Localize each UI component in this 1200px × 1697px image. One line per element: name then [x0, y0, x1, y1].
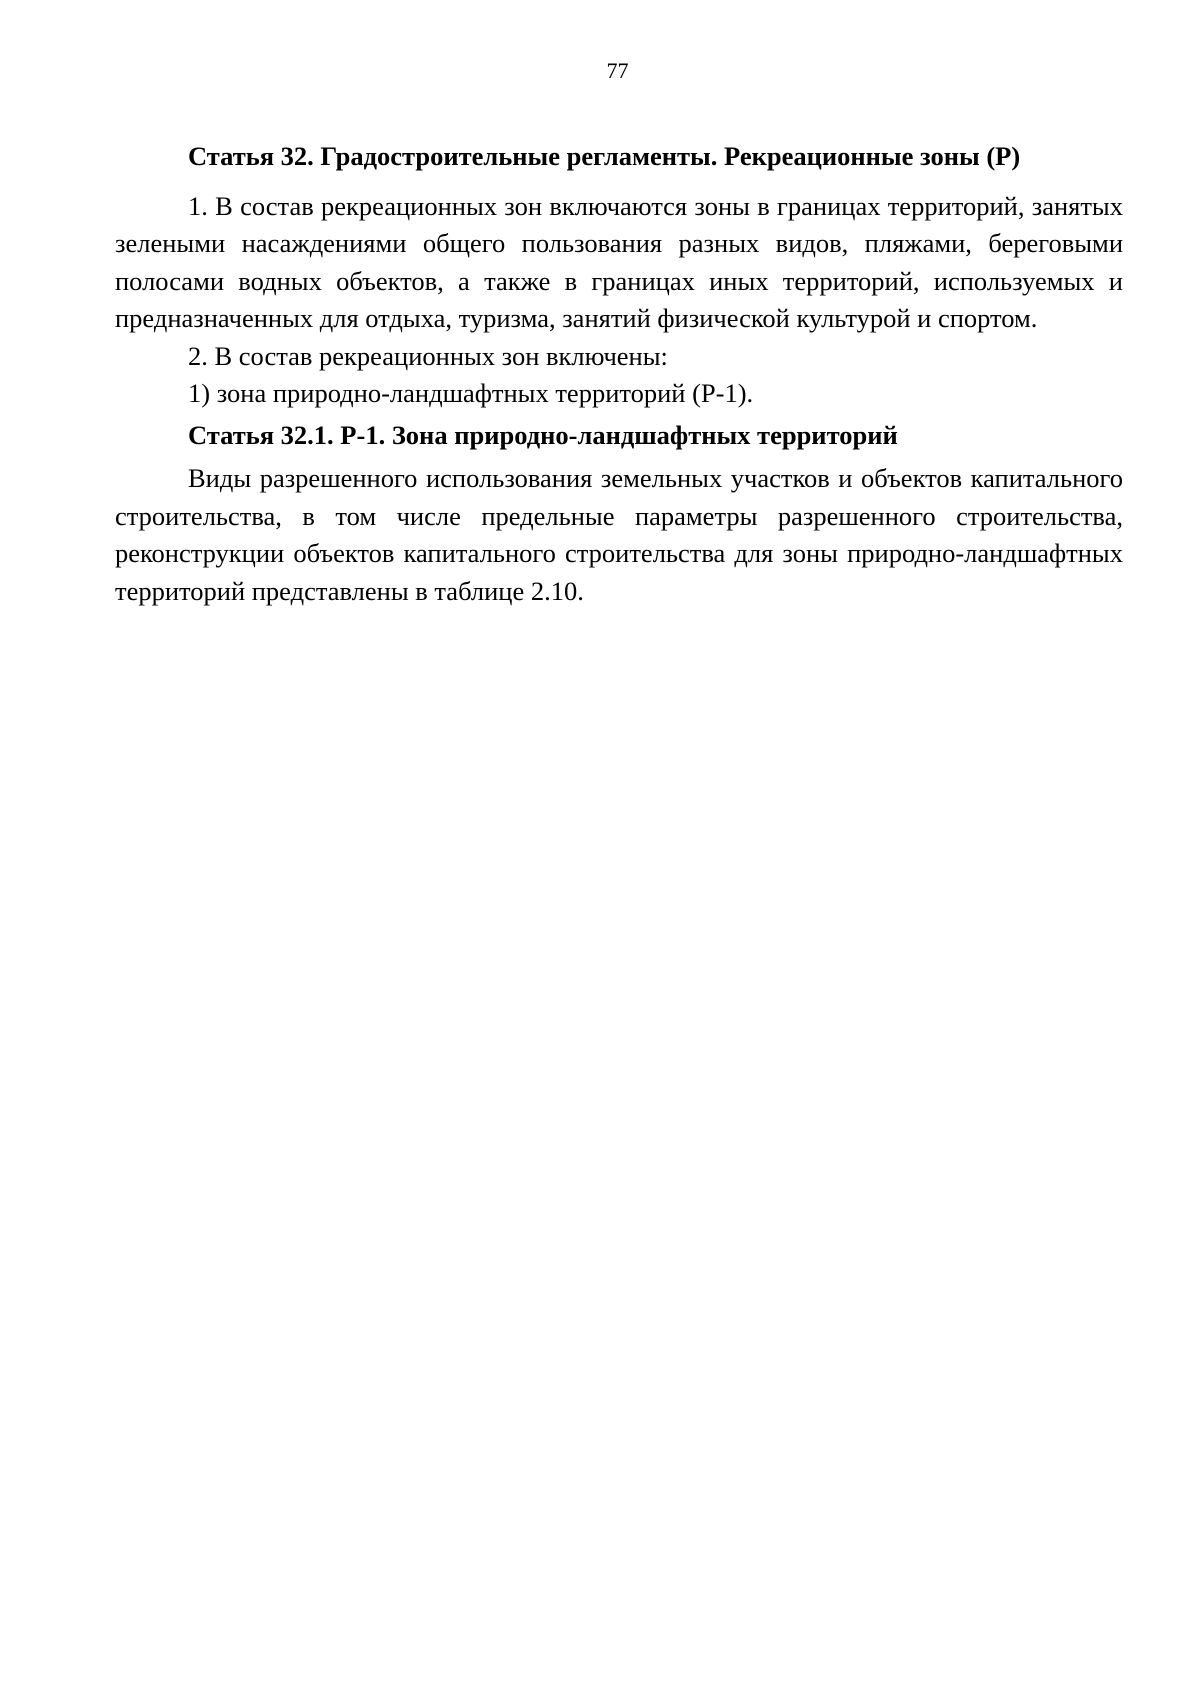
paragraph-permitted-use: Виды разрешенного использования земельных участков и объектов капитального строительства, в том числе предельные параметры разрешенного строительства, реконструкции объектов капитального строительства для зоны природно-ландшафтных территорий представлены в таблице 2.10.	[115, 463, 1123, 606]
paragraph-zone-list-item: 1) зона природно-ландшафтных территорий (Р-1).	[188, 378, 754, 408]
article-title: Статья 32. Градостроительные регламенты. Рекреационные зоны (Р)	[188, 141, 1021, 171]
paragraph-recreational-zones-included: 2. В состав рекреационных зон включены:	[188, 340, 668, 371]
paragraph-recreational-zones-definition: 1. В состав рекреационных зон включаются зоны в границах территорий, занятых зелеными насаждениями общего пользования разных видов, пляжами, береговыми полосами водных объектов, а также в границах иных территорий, используемых и предназначенных для отдыха, туризма, занятий физической культурой и спортом.	[115, 190, 1123, 333]
page-number: 77	[606, 58, 629, 83]
document-body	[115, 138, 1123, 610]
subarticle-title: Статья 32.1. Р-1. Зона природно-ландшафтных территорий	[188, 419, 898, 450]
